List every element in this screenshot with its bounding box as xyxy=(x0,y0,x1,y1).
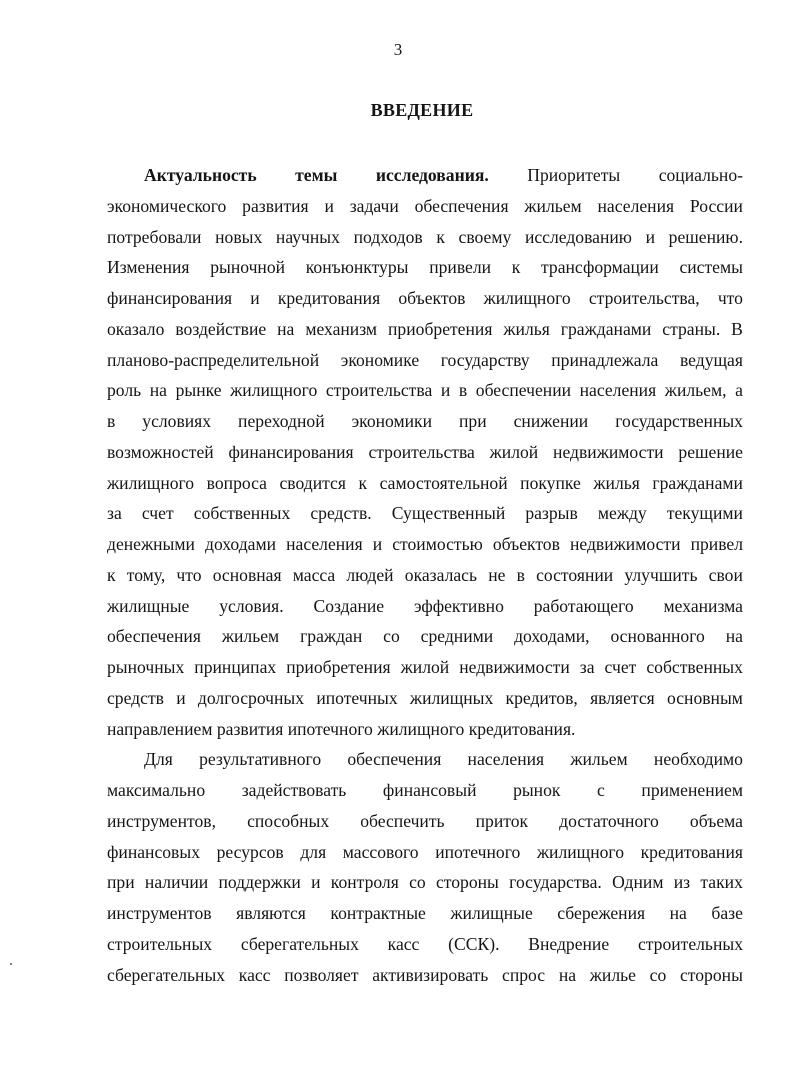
last-line-text: направлением развития ипотечного жилищного кредитования. xyxy=(107,718,576,739)
text-line xyxy=(107,898,743,929)
word: привел xyxy=(690,534,743,554)
word: таких xyxy=(700,872,743,893)
word: позволяет xyxy=(284,964,359,985)
word: механизма xyxy=(663,595,743,616)
text-line xyxy=(107,929,743,960)
word: контроля xyxy=(330,872,399,893)
word: состоянии xyxy=(536,564,614,585)
page-number: 3 xyxy=(393,40,403,59)
word: жильем xyxy=(221,626,280,647)
word: приток xyxy=(475,810,529,831)
word: рыночных xyxy=(107,657,185,677)
word: Приоритеты xyxy=(527,165,621,185)
word: в xyxy=(107,411,116,431)
word: жилищного xyxy=(230,380,318,401)
word: кредитов, xyxy=(505,687,578,708)
word: стороны xyxy=(680,964,743,985)
paragraph-instruments xyxy=(107,744,743,990)
word: сбережения xyxy=(557,903,646,923)
word: воздействие xyxy=(175,318,267,339)
word: тому, xyxy=(126,564,166,585)
word: со xyxy=(409,872,426,893)
word: объема xyxy=(689,810,743,831)
word: финансовых xyxy=(107,841,200,862)
word: к xyxy=(107,564,116,585)
text-line xyxy=(107,652,743,683)
word: механизм xyxy=(305,318,378,339)
word: привели xyxy=(429,257,492,278)
word: текущими xyxy=(666,503,743,524)
word: за xyxy=(107,503,122,524)
word: и xyxy=(645,226,655,247)
word: жилье xyxy=(589,964,636,985)
word: снижении xyxy=(513,411,589,431)
text-line xyxy=(107,468,743,499)
word: и xyxy=(324,195,334,216)
word: самостоятельной xyxy=(379,472,508,493)
word: задействовать xyxy=(241,780,347,800)
word: не xyxy=(488,564,506,585)
word: вопроса xyxy=(206,472,267,493)
word: на xyxy=(558,964,577,985)
text-line xyxy=(107,806,743,837)
word: базе xyxy=(711,903,743,923)
word: покупке xyxy=(520,472,581,493)
word: конъюнктуры xyxy=(305,257,409,278)
word: кредитования xyxy=(277,288,381,308)
word: между xyxy=(597,503,647,524)
word: государства. xyxy=(509,872,602,893)
word: за xyxy=(579,657,595,677)
word: для xyxy=(300,841,327,862)
word: ипотечных xyxy=(316,687,398,708)
word: темы xyxy=(295,165,338,185)
text-line xyxy=(107,744,743,775)
word: роль xyxy=(107,380,142,401)
word: достаточного xyxy=(559,810,659,831)
text-line xyxy=(107,345,743,376)
word: Актуальность xyxy=(144,165,257,185)
word: строительных xyxy=(107,933,213,954)
word: и xyxy=(372,534,383,554)
word: счет xyxy=(141,503,174,524)
text-line xyxy=(107,222,743,253)
word: обеспечения xyxy=(347,749,442,770)
text-line xyxy=(107,160,743,191)
word: инструментов, xyxy=(107,810,216,831)
word: социально- xyxy=(658,165,743,185)
word: в xyxy=(458,380,468,401)
word: приобретения xyxy=(286,657,391,677)
word: на xyxy=(725,626,743,647)
word: оказалась xyxy=(404,564,478,585)
word: жильем, xyxy=(664,380,727,401)
word: объектов xyxy=(492,534,560,554)
word: финансовый xyxy=(382,780,477,800)
word: денежными xyxy=(107,534,195,554)
word: принадлежала xyxy=(551,349,659,370)
word: при xyxy=(458,411,487,431)
text-line xyxy=(107,375,743,406)
word: жилищных xyxy=(409,687,494,708)
word: контрактные xyxy=(330,903,426,923)
word: доходами, xyxy=(514,626,590,647)
word: своему xyxy=(458,226,512,247)
word: жилищные xyxy=(450,903,533,923)
word: массового xyxy=(342,841,419,862)
word: условия. xyxy=(219,595,284,616)
word: исследованию xyxy=(524,226,632,247)
word: рынке xyxy=(175,380,222,401)
paragraph-relevance xyxy=(107,160,743,744)
word: жилищного xyxy=(483,288,571,308)
word: недвижимости xyxy=(459,657,570,677)
word: собственных xyxy=(193,503,291,524)
word: возможностей xyxy=(107,441,214,462)
text-line xyxy=(107,591,743,622)
word: а xyxy=(735,380,743,401)
text-line xyxy=(107,867,743,898)
word: максимально xyxy=(107,780,206,800)
word: Одним xyxy=(612,872,664,893)
word: на xyxy=(277,318,295,339)
word: принципах xyxy=(194,657,277,677)
word: экономического xyxy=(107,195,227,216)
word: ведущая xyxy=(679,349,743,370)
text-line xyxy=(107,837,743,868)
word: результативного xyxy=(199,749,322,770)
word: задачи xyxy=(349,195,399,216)
body-text xyxy=(107,160,743,990)
word: ипотечного xyxy=(435,841,521,862)
word: в xyxy=(516,564,525,585)
word: жилищные xyxy=(107,595,190,616)
word: Изменения xyxy=(107,257,190,278)
word: сберегательных xyxy=(107,964,226,985)
word: стороны xyxy=(435,872,499,893)
word: сводится xyxy=(279,472,346,493)
word: объектов xyxy=(398,288,466,308)
word: ресурсов xyxy=(216,841,284,862)
word: жилищного xyxy=(107,472,195,493)
word: жилья xyxy=(503,318,550,339)
word: при xyxy=(107,872,135,893)
text-line xyxy=(107,960,743,991)
text-line xyxy=(107,191,743,222)
word: средств xyxy=(107,687,164,708)
word: масса xyxy=(292,564,336,585)
word: Для xyxy=(144,749,173,770)
word: переходной xyxy=(238,411,325,431)
word: страны. xyxy=(662,318,721,339)
word: обеспечения xyxy=(107,626,201,647)
word: способных xyxy=(247,810,330,831)
word: рынок xyxy=(513,780,561,800)
word: государству xyxy=(440,349,530,370)
word: приобретения xyxy=(388,318,493,339)
word: с xyxy=(597,780,605,800)
word: спрос xyxy=(502,964,546,985)
word: к xyxy=(358,472,368,493)
word: исследования. xyxy=(375,165,489,185)
word: государственных xyxy=(615,411,743,431)
text-line xyxy=(107,560,743,591)
word: потребовали xyxy=(107,226,202,247)
word: строительных xyxy=(637,933,743,954)
word: Создание xyxy=(313,595,385,616)
word: кредитования xyxy=(640,841,743,862)
word: системы xyxy=(679,257,743,278)
word: касс xyxy=(387,933,420,954)
word: населения xyxy=(467,749,545,770)
word: на xyxy=(669,903,687,923)
word: на xyxy=(149,380,167,401)
word: строительства xyxy=(325,380,433,401)
word: трансформации xyxy=(541,257,659,278)
word: жильем xyxy=(524,195,582,216)
word: гражданами xyxy=(560,318,652,339)
word: основная xyxy=(212,564,282,585)
word: активизировать xyxy=(372,964,489,985)
word: эффективно xyxy=(413,595,504,616)
word: собственных xyxy=(646,657,743,677)
word: касс xyxy=(238,964,271,985)
word: средними xyxy=(420,626,494,647)
word: свои xyxy=(708,564,743,585)
word: стоимостью xyxy=(392,534,483,554)
word: и xyxy=(176,687,186,708)
word: строительства, xyxy=(588,288,700,308)
word: из xyxy=(673,872,691,893)
word: средств. xyxy=(310,503,372,524)
word: недвижимости xyxy=(569,534,681,554)
word: решение xyxy=(678,441,743,462)
section-heading: ВВЕДЕНИЕ xyxy=(370,100,474,120)
text-line xyxy=(107,314,743,345)
scan-speck xyxy=(10,963,12,965)
word: со xyxy=(649,964,667,985)
word: экономики xyxy=(351,411,433,431)
text-line xyxy=(107,283,743,314)
word: граждан xyxy=(300,626,363,647)
text-line xyxy=(107,683,743,714)
word: научных xyxy=(275,226,340,247)
word: гражданами xyxy=(652,472,743,493)
word: являются xyxy=(236,903,306,923)
word: (ССК). xyxy=(448,933,500,954)
word: В xyxy=(731,318,743,339)
text-line xyxy=(107,406,743,437)
word: населения xyxy=(579,380,657,401)
word: что xyxy=(717,288,743,308)
word: людей xyxy=(346,564,394,585)
text-line xyxy=(107,775,743,806)
word: и xyxy=(250,288,260,308)
text-line xyxy=(107,621,743,652)
word: основанного xyxy=(610,626,705,647)
word: экономике xyxy=(340,349,420,370)
word: финансирования xyxy=(228,441,354,462)
word: обеспечении xyxy=(475,380,572,401)
text-line xyxy=(107,529,743,560)
word: условиях xyxy=(142,411,212,431)
word: применением xyxy=(641,780,743,800)
word: недвижимости xyxy=(553,441,664,462)
word: финансирования xyxy=(107,288,233,308)
word: поддержки xyxy=(218,872,301,893)
word: строительства xyxy=(368,441,475,462)
word: новых xyxy=(215,226,263,247)
word: что xyxy=(176,564,202,585)
word: и xyxy=(311,872,321,893)
text-line xyxy=(107,252,743,283)
word: рыночной xyxy=(210,257,286,278)
word: жилья xyxy=(593,472,640,493)
word: оказало xyxy=(107,318,165,339)
word: Внедрение xyxy=(528,933,610,954)
word: доходами xyxy=(205,534,277,554)
text-line xyxy=(107,498,743,529)
word: наличии xyxy=(144,872,209,893)
text-line xyxy=(107,437,743,468)
word: работающего xyxy=(533,595,634,616)
word: является xyxy=(590,687,655,708)
word: инструментов xyxy=(107,903,212,923)
word: и xyxy=(440,380,451,401)
word: жилищного xyxy=(536,841,625,862)
word: счет xyxy=(604,657,637,677)
word: к xyxy=(436,226,445,247)
word: подходов xyxy=(353,226,423,247)
word: населения xyxy=(286,534,363,554)
word: решению. xyxy=(668,226,743,247)
word: обеспечить xyxy=(360,810,445,831)
word: улучшить xyxy=(624,564,698,585)
word: долгосрочных xyxy=(197,687,305,708)
word: сберегательных xyxy=(240,933,359,954)
word: России xyxy=(689,195,743,216)
word: жилой xyxy=(489,441,539,462)
word: планово-распределительной xyxy=(107,349,320,370)
word: разрыв xyxy=(525,503,578,524)
word: основным xyxy=(666,687,743,708)
word: населения xyxy=(597,195,675,216)
text-line xyxy=(107,714,743,745)
word: жилой xyxy=(400,657,450,677)
word: жильем xyxy=(570,749,628,770)
word: со xyxy=(383,626,400,647)
word: развития xyxy=(242,195,309,216)
word: необходимо xyxy=(653,749,743,770)
word: к xyxy=(511,257,521,278)
word: обеспечения xyxy=(414,195,509,216)
word: Существенный xyxy=(391,503,506,524)
